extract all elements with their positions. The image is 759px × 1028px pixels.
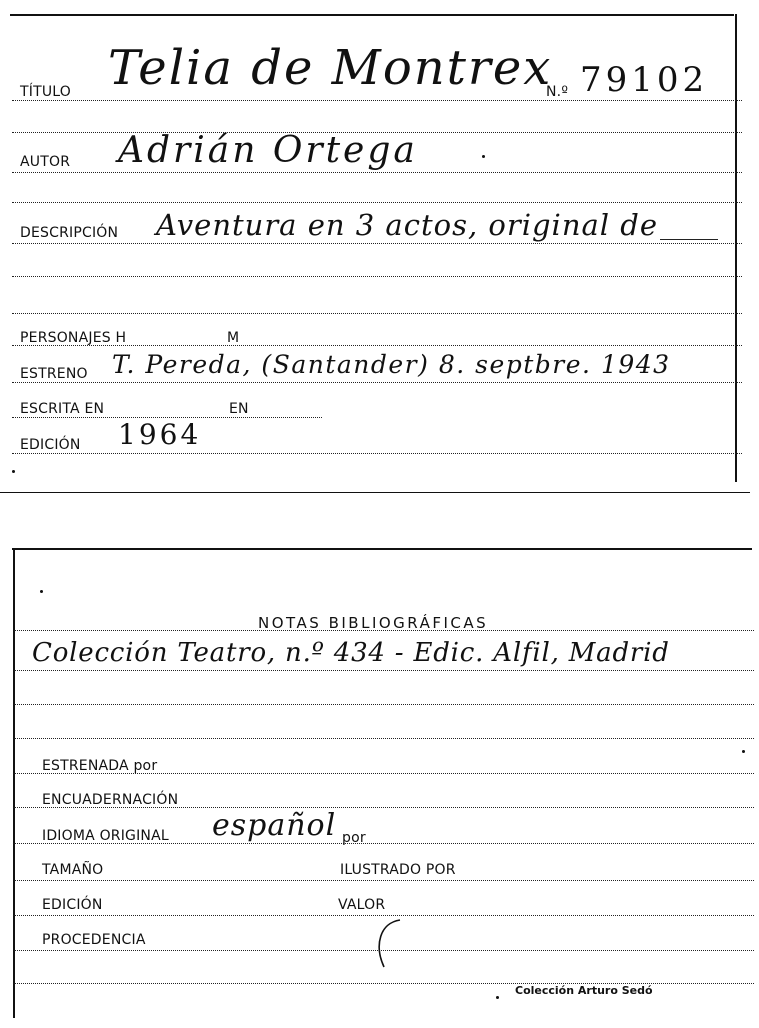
- collection-credit: Colección Arturo Sedó: [515, 984, 653, 997]
- ruled-line: [12, 100, 742, 101]
- encuadernacion-label: ENCUADERNACIÓN: [42, 792, 179, 808]
- top-card-right-border: [735, 14, 737, 482]
- ruled-line: [12, 172, 742, 173]
- personajes-label: PERSONAJES H: [20, 330, 127, 346]
- numero-value: 79102: [580, 60, 709, 100]
- estreno-value: T. Pereda, (Santander) 8. septbre. 1943: [112, 350, 671, 379]
- ruled-line: [12, 276, 742, 277]
- top-card-bottom-border: [0, 492, 750, 493]
- numero-label: N.º: [546, 84, 569, 100]
- escrita-label: ESCRITA EN: [20, 401, 105, 417]
- notas-value: Colección Teatro, n.º 434 - Edic. Alfil, Madrid: [32, 638, 670, 668]
- idioma-value: español: [212, 808, 337, 843]
- hand-drawn-mark: [370, 915, 410, 975]
- procedencia-label: PROCEDENCIA: [42, 932, 146, 948]
- ruled-line: [14, 738, 754, 739]
- bottom-card-top-border: [12, 548, 752, 550]
- valor-label: VALOR: [338, 897, 386, 913]
- ink-speck: [742, 750, 745, 753]
- idioma-label: IDIOMA ORIGINAL: [42, 828, 169, 844]
- notas-title: NOTAS BIBLIOGRÁFICAS: [258, 614, 489, 632]
- ruled-line: [14, 880, 754, 881]
- bottom-index-card: [0, 540, 759, 1028]
- ruled-line: [12, 382, 742, 383]
- descripcion-value: Aventura en 3 actos, original de: [156, 208, 659, 242]
- ilustrado-label: ILUSTRADO POR: [340, 862, 456, 878]
- escrita-en-label: EN: [229, 401, 249, 417]
- top-index-card: [0, 0, 759, 495]
- edicion-value: 1964: [118, 418, 202, 451]
- ink-speck: [496, 996, 499, 999]
- top-card-top-border: [10, 14, 734, 16]
- ink-speck: [40, 590, 43, 593]
- autor-label: AUTOR: [20, 154, 71, 170]
- ruled-line: [14, 670, 754, 671]
- ruled-line: [12, 313, 742, 314]
- edicion-label: EDICIÓN: [20, 437, 81, 453]
- tamano-label: TAMAÑO: [42, 862, 104, 878]
- ruled-line: [12, 243, 742, 244]
- autor-value: Adrián Ortega: [118, 130, 418, 171]
- personajes-m-label: M: [227, 330, 240, 346]
- descripcion-label: DESCRIPCIÓN: [20, 225, 119, 241]
- titulo-value: Telia de Montrex: [108, 40, 553, 96]
- ruled-line: [14, 704, 754, 705]
- idioma-por-label: por: [342, 830, 366, 846]
- bottom-card-left-border: [13, 548, 15, 1018]
- estreno-label: ESTRENO: [20, 366, 88, 382]
- ink-speck: [482, 155, 485, 158]
- ruled-line: [12, 202, 742, 203]
- estrenada-label: ESTRENADA por: [42, 758, 158, 774]
- ink-speck: [12, 470, 15, 473]
- descripcion-dash: [660, 239, 718, 240]
- titulo-label: TÍTULO: [20, 84, 71, 100]
- ruled-line: [12, 453, 742, 454]
- edicion-bottom-label: EDICIÓN: [42, 897, 103, 913]
